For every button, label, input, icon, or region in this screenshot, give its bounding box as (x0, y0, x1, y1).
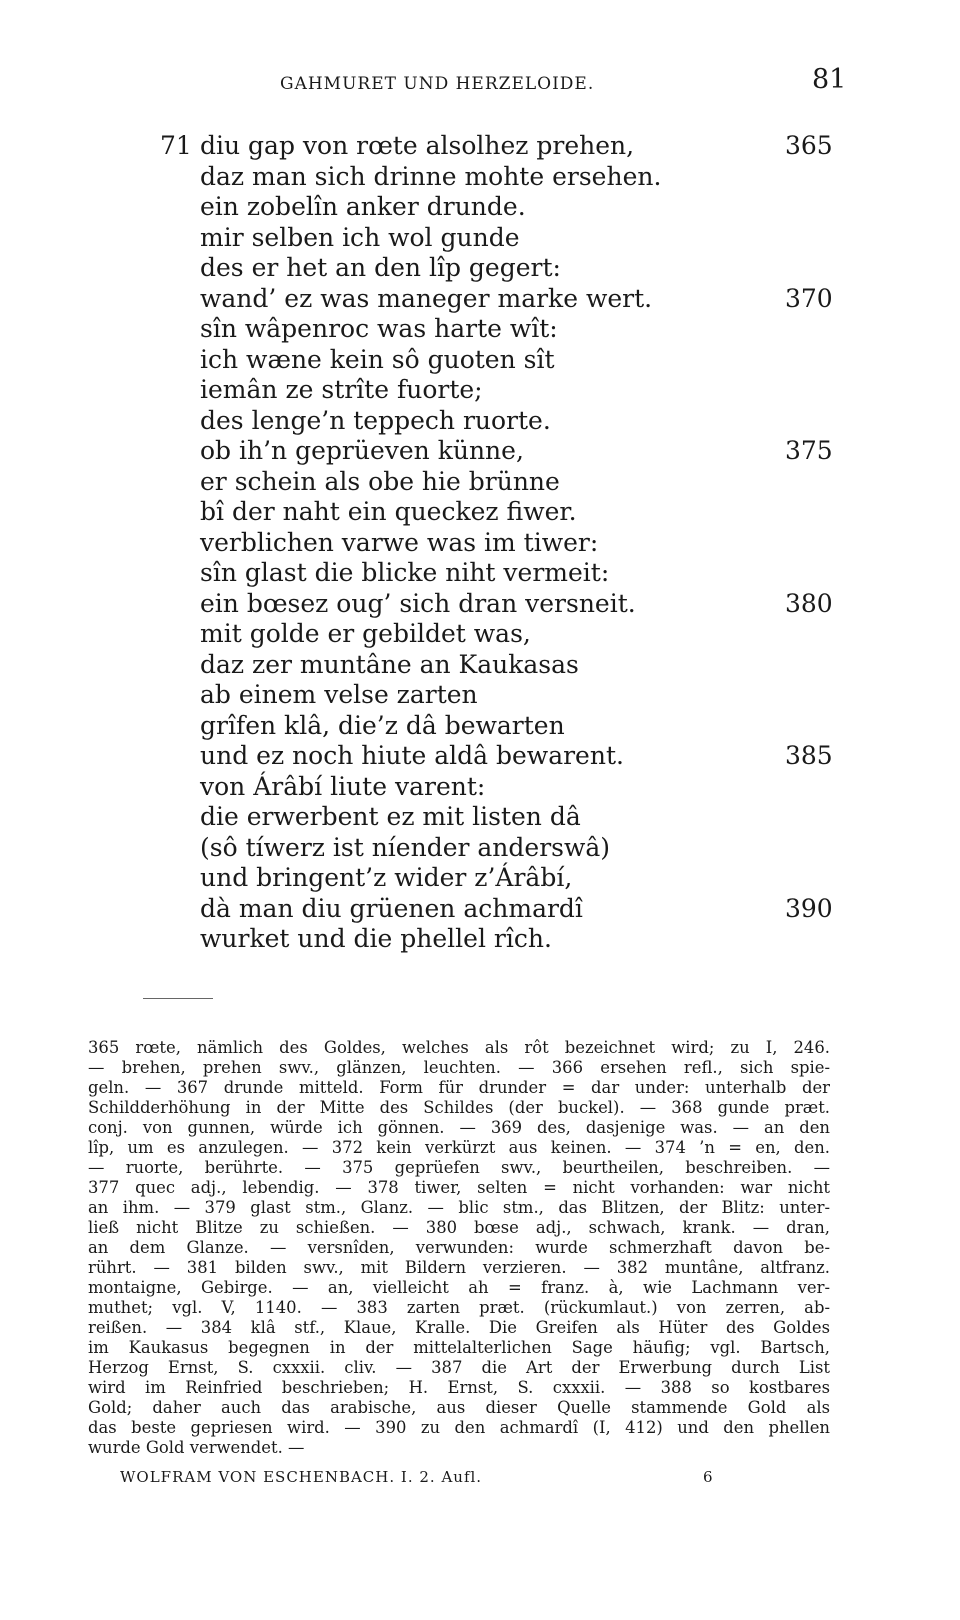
running-head-title: GAHMURET UND HERZELOIDE. (280, 74, 595, 94)
verse-line (0, 344, 960, 376)
verse-text: sîn wâpenroc was harte wît: (200, 314, 558, 343)
footnote-line: Gold; daher auch das arabische, aus dieser Quelle stammende Gold als (88, 1398, 830, 1417)
verse-line (0, 130, 960, 162)
verse-line (0, 222, 960, 254)
footnote-line: im Kaukasus begegnen in der mittelalterlichen Sage häufig; vgl. Bartsch, (88, 1338, 830, 1357)
footnote-line: conj. von gunnen, würde ich gönnen. — 369 des, dasjenige was. — an den (88, 1118, 830, 1137)
footnote-line: an ihm. — 379 glast stm., Glanz. — blic stm., das Blitzen, der Blitz: unter- (88, 1198, 830, 1217)
signature-text: WOLFRAM VON ESCHENBACH. I. 2. Aufl. (120, 1468, 483, 1486)
verse-text: mir selben ich wol gunde (200, 222, 520, 252)
verse-line (0, 557, 960, 589)
verse-line (0, 496, 960, 528)
footnote-line: rührt. — 381 bilden swv., mit Bildern verzieren. — 382 muntâne, altfranz. (88, 1258, 830, 1277)
footnote-line: lîp, um es anzulegen. — 372 kein verkürzt aus keinen. — 374 ’n = en, den. (88, 1138, 830, 1157)
verse-text: dà man diu grüenen achmardî (200, 893, 583, 923)
verse-line (0, 405, 960, 437)
verse-line (0, 923, 960, 955)
footnote-line: geln. — 367 drunde mitteld. Form für drunder = dar under: unterhalb der (88, 1078, 830, 1097)
verse-line (0, 588, 960, 620)
footnote-line: wird im Reinfried beschrieben; H. Ernst, S. cxxxii. — 388 so kostbares (88, 1378, 830, 1397)
section-marker: 71 (160, 131, 192, 160)
verse-text: ein bœsez oug’ sich dran versneit. (200, 588, 636, 618)
verse-line (0, 435, 960, 467)
footnote-line: — ruorte, berührte. — 375 geprüefen swv., beurtheilen, beschreiben. — (88, 1158, 830, 1177)
verse-line (0, 710, 960, 742)
verse-line (0, 649, 960, 681)
footnote-line: das beste gepriesen wird. — 390 zu den achmardî (I, 412) und den phellen (88, 1418, 830, 1437)
verse-line (0, 893, 960, 925)
verse-line (0, 374, 960, 406)
verse-line (0, 313, 960, 345)
verse-text: daz zer muntâne an Kaukasas (200, 649, 579, 679)
verse-line (0, 252, 960, 284)
footnotes (88, 1038, 830, 1458)
verse-line (0, 832, 960, 864)
verse-text: ob ih’n geprüeven künne, (200, 436, 524, 465)
footnote-line: wurde Gold verwendet. — (88, 1438, 305, 1457)
signature-number: 6 (703, 1468, 714, 1486)
footnote-line: 377 quec adj., lebendig. — 378 tiwer, selten = nicht vorhanden: war nicht (88, 1178, 830, 1197)
verse-text: wurket und die phellel rîch. (200, 924, 552, 953)
footnote-line: Schildderhöhung in der Mitte des Schildes (der buckel). — 368 gunde præt. (88, 1098, 830, 1117)
verse-line (0, 862, 960, 894)
verse-line (0, 191, 960, 223)
verse-text: und ez noch hiute aldâ bewarent. (200, 741, 624, 770)
footnote-rule (143, 998, 213, 999)
verse-line-number: 380 (785, 588, 833, 618)
verse-text: daz man sich drinne mohte ersehen. (200, 161, 662, 191)
footnote-line: — brehen, prehen swv., glänzen, leuchten. — 366 ersehen refl., sich spie- (88, 1058, 830, 1077)
verse-line (0, 618, 960, 650)
verse-text: (sô tíwerz ist níender anderswâ) (200, 832, 611, 862)
verse-line (0, 740, 960, 772)
footnote-line: Herzog Ernst, S. cxxxii. cliv. — 387 die Art der Erwerbung durch List (88, 1358, 830, 1377)
verse-line (0, 466, 960, 498)
verse-text: des lenge’n teppech ruorte. (200, 405, 551, 435)
verse-line (0, 679, 960, 711)
printer-signature (0, 1468, 960, 1492)
footnote-line: ließ nicht Blitze zu schießen. — 380 bœse adj., schwach, krank. — dran, (88, 1218, 830, 1237)
verse-line-number: 390 (785, 893, 833, 923)
verse-text: und bringent’z wider z’Árâbí, (200, 863, 573, 892)
verse-text: wand’ ez was maneger marke wert. (200, 283, 653, 313)
verse-text: die erwerbent ez mit listen dâ (200, 802, 581, 831)
verse-line (0, 527, 960, 559)
verse-text: ich wæne kein sô guoten sît (200, 344, 555, 374)
verse-line-number: 375 (785, 436, 833, 465)
verse-text: verblichen varwe was im tiwer: (200, 527, 599, 557)
verse-line-number: 385 (785, 741, 833, 770)
verse-line (0, 771, 960, 803)
footnote-line: muthet; vgl. V, 1140. — 383 zarten præt. (rückumlaut.) von zerren, ab- (88, 1298, 830, 1317)
verse-text: mit golde er gebildet was, (200, 619, 531, 648)
footnote-line: montaigne, Gebirge. — an, vielleicht ah = franz. à, wie Lachmann ver- (88, 1278, 830, 1297)
running-head (0, 64, 960, 104)
verse-line (0, 161, 960, 193)
verse-line-number: 370 (785, 283, 833, 313)
verse-text: er schein als obe hie brünne (200, 466, 560, 496)
verse-text: bî der naht ein queckez fiwer. (200, 497, 577, 526)
verse-text: sîn glast die blicke niht vermeit: (200, 558, 610, 587)
verse-line-number: 365 (785, 131, 833, 160)
footnote-line: 365 rœte, nämlich des Goldes, welches als rôt bezeichnet wird; zu I, 246. (88, 1038, 830, 1057)
verse-text: grîfen klâ, die’z dâ bewarten (200, 710, 565, 740)
verse-text: iemân ze strîte fuorte; (200, 375, 483, 404)
verse-text: ein zobelîn anker drunde. (200, 192, 526, 221)
verse-line (0, 801, 960, 833)
verse-text: von Árâbí liute varent: (200, 771, 486, 801)
verse-text: ab einem velse zarten (200, 680, 478, 709)
verse-line (0, 283, 960, 315)
page-number: 81 (812, 64, 847, 95)
footnote-line: reißen. — 384 klâ stf., Klaue, Kralle. Die Greifen als Hüter des Goldes (88, 1318, 830, 1337)
verse-text: des er het an den lîp gegert: (200, 253, 561, 282)
verse-text: diu gap von rœte alsolhez prehen, (200, 131, 635, 160)
footnote-line: an dem Glanze. — versnîden, verwunden: wurde schmerzhaft davon be- (88, 1238, 830, 1257)
